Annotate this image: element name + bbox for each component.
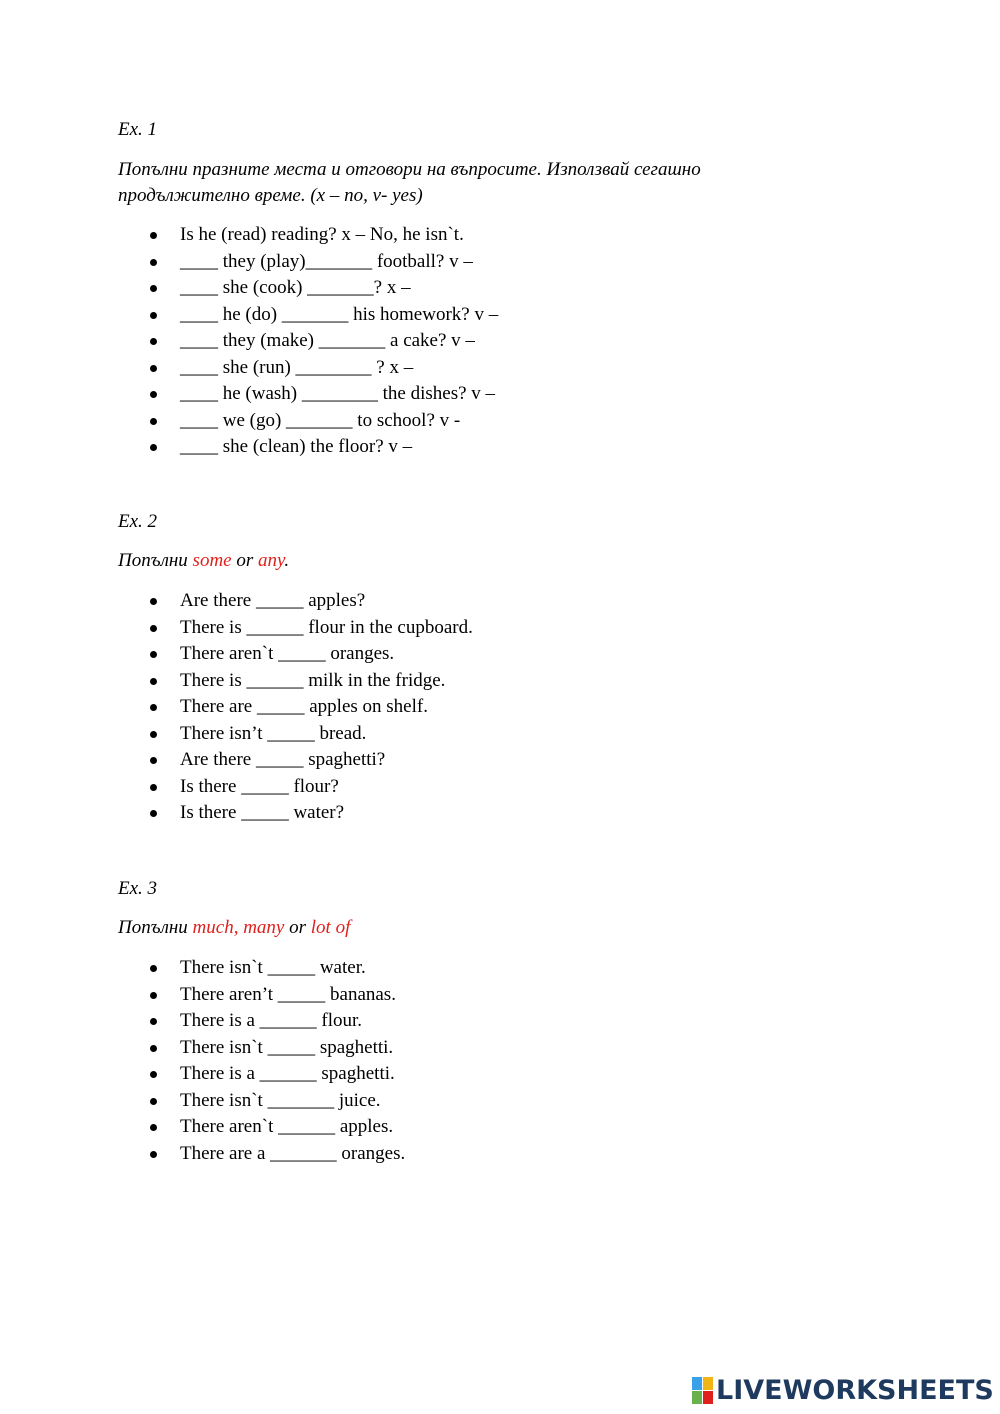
list-item: There is a ______ flour. (180, 1008, 405, 1035)
ex3-instruction (118, 915, 818, 941)
list-item: There isn`t _____ spaghetti. (180, 1035, 405, 1062)
ex2-list (180, 588, 473, 827)
liveworksheets-logo (692, 1374, 994, 1406)
list-item: There aren`t _____ oranges. (180, 641, 473, 668)
keyword-some: some (192, 550, 232, 571)
list-item: There isn`t _____ water. (180, 955, 405, 982)
list-item: There aren`t ______ apples. (180, 1114, 405, 1141)
logo-text: LIVEWORKSHEETS (716, 1374, 994, 1406)
list-item: There are a _______ oranges. (180, 1141, 405, 1168)
ex1-heading: Ex. 1 (118, 119, 158, 140)
list-item: Are there _____ spaghetti? (180, 747, 473, 774)
ex3-list (180, 955, 405, 1167)
logo-mark-icon (692, 1377, 712, 1403)
list-item: There is ______ flour in the cupboard. (180, 615, 473, 642)
ex2-heading: Ex. 2 (118, 511, 158, 532)
list-item: ____ they (make) _______ a cake? v – (180, 328, 498, 355)
list-item: There aren’t _____ bananas. (180, 982, 405, 1009)
instruction-text: or (284, 917, 311, 938)
list-item: ____ she (cook) _______? x – (180, 275, 498, 302)
list-item: There isn’t _____ bread. (180, 721, 473, 748)
keyword-any: any (258, 550, 285, 571)
keyword-lot-of: lot of (310, 917, 351, 938)
list-item: ____ we (go) _______ to school? v - (180, 408, 498, 435)
list-item: There is ______ milk in the fridge. (180, 668, 473, 695)
list-item: ____ she (run) ________ ? x – (180, 355, 498, 382)
ex3-heading: Ex. 3 (118, 878, 158, 899)
ex1-list (180, 222, 498, 461)
instruction-text: or (231, 550, 259, 571)
list-item: There isn`t _______ juice. (180, 1088, 405, 1115)
list-item: There is a ______ spaghetti. (180, 1061, 405, 1088)
instruction-text: Попълни (118, 550, 193, 571)
list-item: ____ he (do) _______ his homework? v – (180, 302, 498, 329)
list-item: Is he (read) reading? x – No, he isn`t. (180, 222, 498, 249)
ex1-instruction: Попълни празните места и отговори на въпросите. Използвай сегашно продължително време. (x – no, v- yes) (118, 159, 701, 206)
keyword-much-many: much, many (192, 917, 285, 938)
list-item: Are there _____ apples? (180, 588, 473, 615)
instruction-text: . (284, 550, 290, 571)
ex2-instruction (118, 548, 818, 574)
list-item: Is there _____ flour? (180, 774, 473, 801)
list-item: ____ he (wash) ________ the dishes? v – (180, 381, 498, 408)
list-item: ____ she (clean) the floor? v – (180, 434, 498, 461)
list-item: There are _____ apples on shelf. (180, 694, 473, 721)
instruction-text: Попълни (118, 917, 193, 938)
list-item: Is there _____ water? (180, 800, 473, 827)
list-item: ____ they (play)_______ football? v – (180, 249, 498, 276)
